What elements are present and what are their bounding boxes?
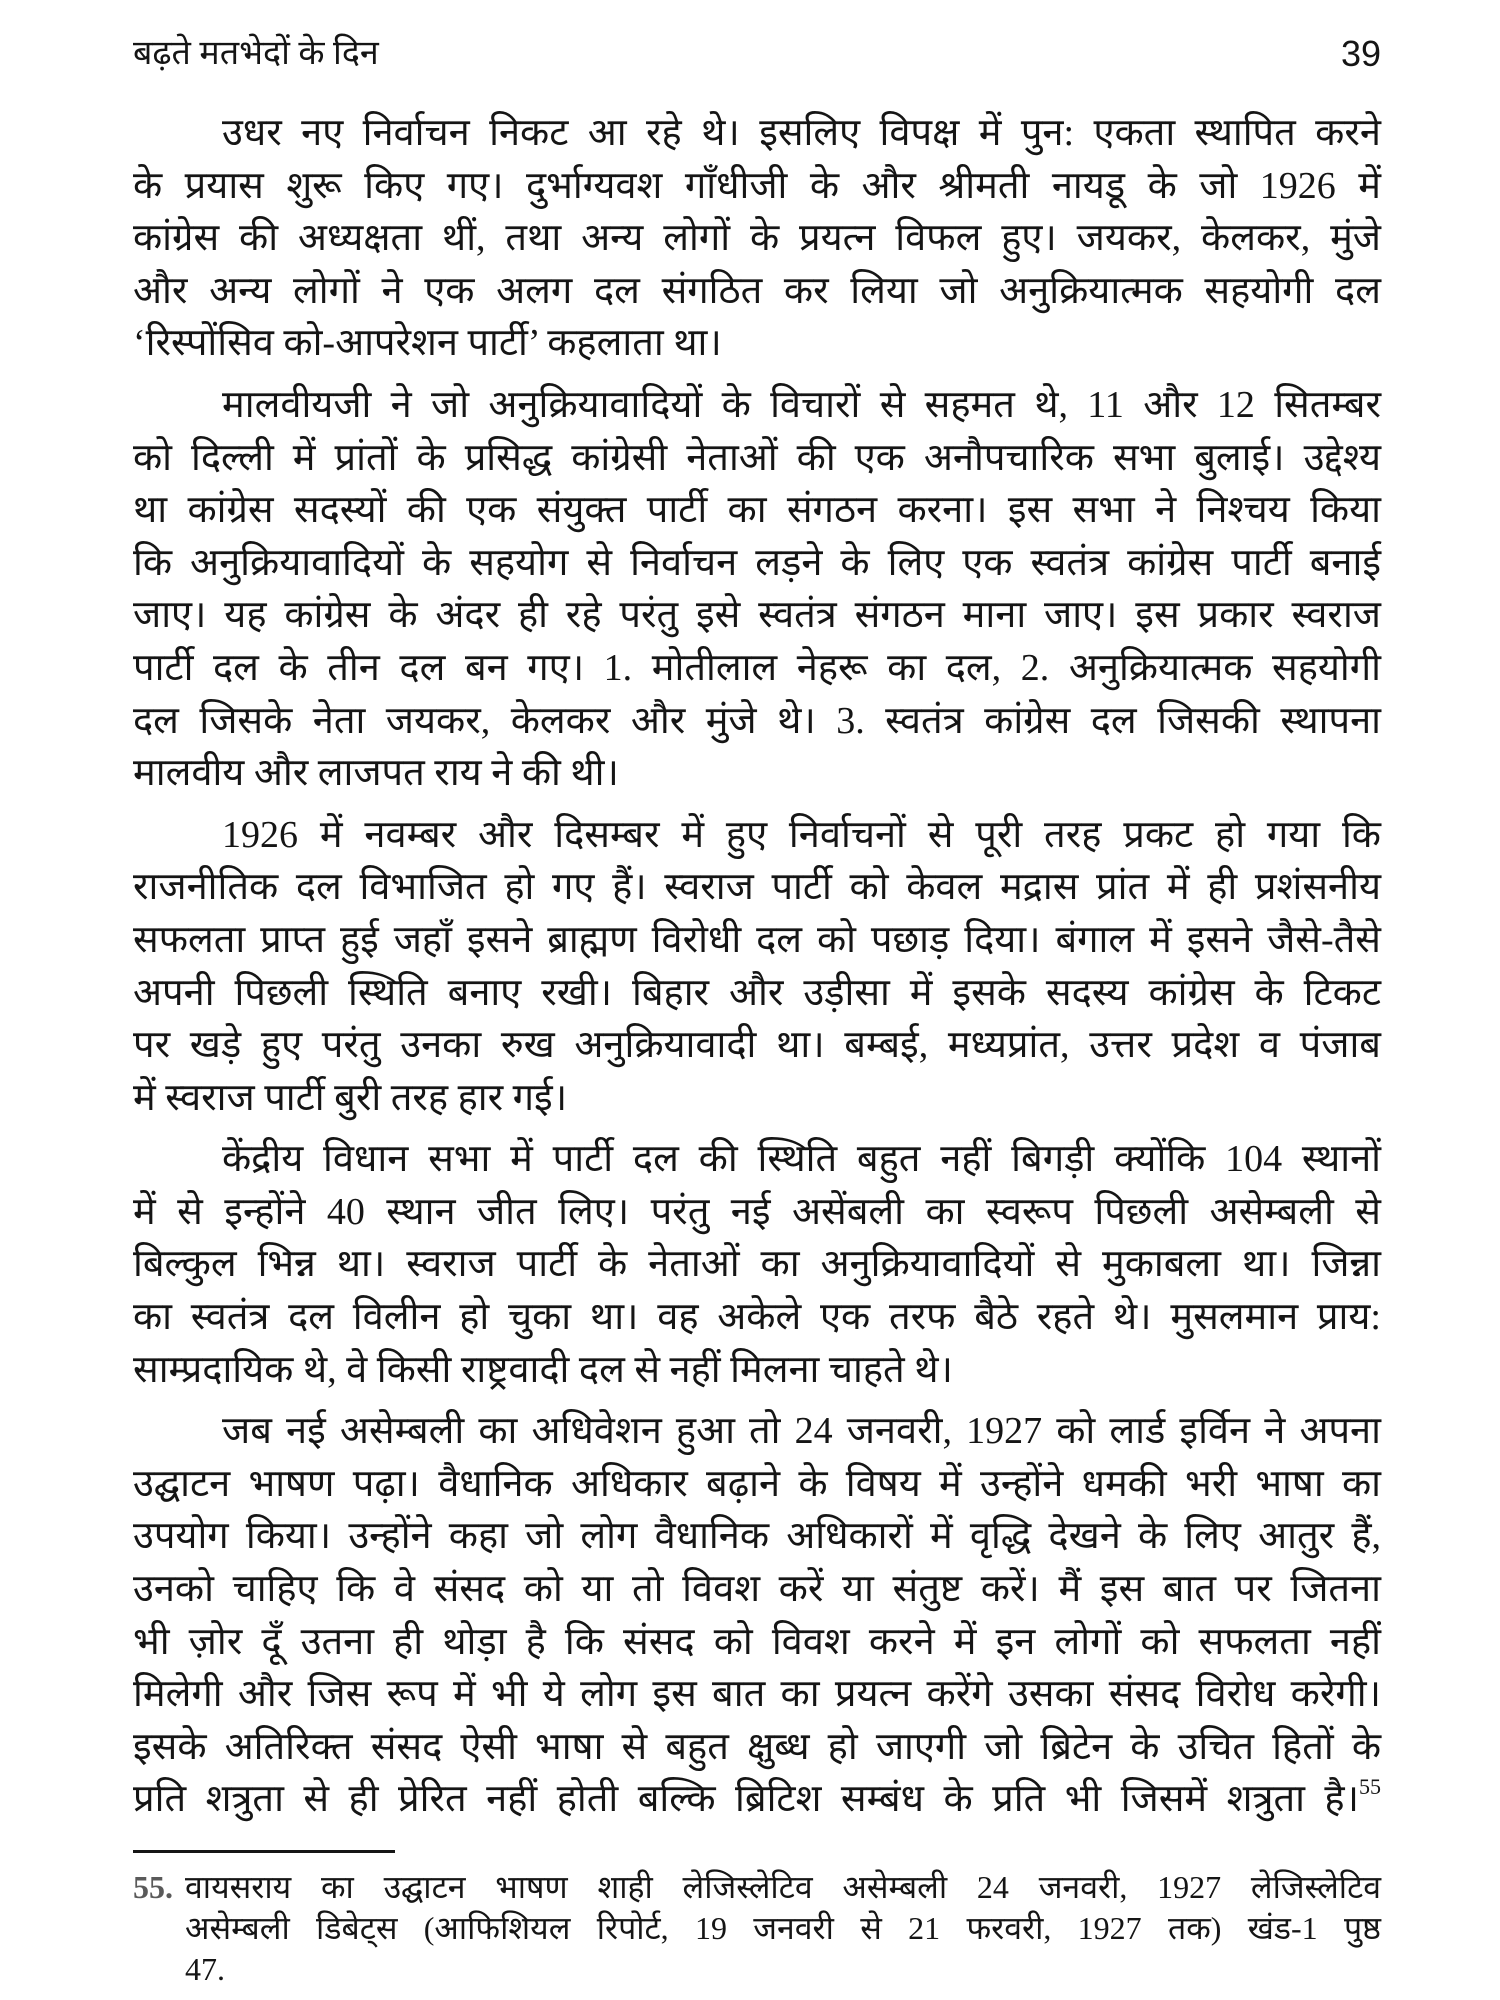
- footnote-line: असेम्बली डिबेट्स (आफिशियल रिपोर्ट, 19 जनवरी से 21 फरवरी, 1927 तक) खंड-1 पुष्ठ: [185, 1910, 1381, 1946]
- paragraph: [133, 1405, 1381, 1826]
- text-line: सफलता प्राप्त हुई जहाँ इसने ब्राह्मण विरोधी दल को पछाड़ दिया। बंगाल में इसने जैसे-तैसे: [133, 918, 1381, 961]
- text-line: बिल्कुल भिन्न था। स्वराज पार्टी के नेताओं का अनुक्रियावादियों से मुकाबला था। जिन्ना: [133, 1243, 1381, 1286]
- text-line: दल जिसके नेता जयकर, केलकर और मुंजे थे। 3. स्वतंत्र कांग्रेस दल जिसकी स्थापना: [133, 699, 1381, 742]
- text-line: उद्घाटन भाषण पढ़ा। वैधानिक अधिकार बढ़ाने के विषय में उन्होंने धमकी भरी भाषा का: [133, 1462, 1381, 1505]
- text-line: मिलेगी और जिस रूप में भी ये लोग इस बात का प्रयत्न करेंगे उसका संसद विरोध करेगी।: [133, 1673, 1381, 1716]
- text-line: और अन्य लोगों ने एक अलग दल संगठित कर लिया जो अनुक्रियात्मक सहयोगी दल: [133, 269, 1381, 312]
- chapter-title: बढ़ते मतभेदों के दिन: [133, 35, 379, 72]
- line-text: प्रति शत्रुता से ही प्रेरित नहीं होती बल्कि ब्रिटिश सम्बंध के प्रति भी जिसमें शत्रुता है।: [133, 1778, 1359, 1821]
- text-line: राजनीतिक दल विभाजित हो गए हैं। स्वराज पार्टी को केवल मद्रास प्रांत में ही प्रशंसनीय: [133, 866, 1381, 909]
- footnote-number: 55.: [133, 1869, 173, 1905]
- footnote-line: 47.: [185, 1951, 225, 1987]
- text-line: उनको चाहिए कि वे संसद को या तो विवश करें या संतुष्ट करें। मैं इस बात पर जितना: [133, 1568, 1381, 1611]
- text-line: उपयोग किया। उन्होंने कहा जो लोग वैधानिक अधिकारों में वृद्धि देखने के लिए आतुर हैं,: [133, 1515, 1381, 1558]
- text-line: साम्प्रदायिक थे, वे किसी राष्ट्रवादी दल से नहीं मिलना चाहते थे।: [133, 1348, 953, 1391]
- footnote-reference: 55: [1359, 1773, 1381, 1799]
- text-line: ‘रिस्पोंसिव को-आपरेशन पार्टी’ कहलाता था।: [133, 322, 722, 365]
- text-line: का स्वतंत्र दल विलीन हो चुका था। वह अकेले एक तरफ बैठे रहते थे। मुसलमान प्राय:: [133, 1296, 1381, 1339]
- page-number: 39: [1340, 33, 1381, 74]
- text-line: में स्वराज पार्टी बुरी तरह हार गई।: [133, 1076, 568, 1119]
- text-line-with-note: [133, 1773, 1381, 1826]
- text-line: के प्रयास शुरू किए गए। दुर्भाग्यवश गाँधीजी के और श्रीमती नायडू के जो 1926 में: [133, 164, 1381, 207]
- paragraph: [133, 809, 1381, 1125]
- footnote-separator: [133, 1850, 395, 1853]
- footnote: [133, 1867, 1381, 1990]
- text-line: पर खड़े हुए परंतु उनका रुख अनुक्रियावादी था। बम्बई, मध्यप्रांत, उत्तर प्रदेश व पंजाब: [133, 1024, 1381, 1067]
- paragraph: [133, 379, 1381, 800]
- text-line: मालवीय और लाजपत राय ने की थी।: [133, 752, 619, 795]
- paragraph: [133, 107, 1381, 370]
- text-line: 1926 में नवम्बर और दिसम्बर में हुए निर्वाचनों से पूरी तरह प्रकट हो गया कि: [222, 813, 1381, 856]
- footnote-line: वायसराय का उद्घाटन भाषण शाही लेजिस्लेटिव असेम्बली 24 जनवरी, 1927 लेजिस्लेटिव: [185, 1869, 1381, 1905]
- text-line: कांग्रेस की अध्यक्षता थीं, तथा अन्य लोगों के प्रयत्न विफल हुए। जयकर, केलकर, मुंजे: [133, 217, 1381, 260]
- text-line: अपनी पिछली स्थिति बनाए रखी। बिहार और उड़ीसा में इसके सदस्य कांग्रेस के टिकट: [133, 971, 1381, 1014]
- text-line: भी ज़ोर दूँ उतना ही थोड़ा है कि संसद को विवश करने में इन लोगों को सफलता नहीं: [133, 1620, 1381, 1663]
- running-head: [133, 28, 1381, 80]
- text-line: था कांग्रेस सदस्यों की एक संयुक्त पार्टी का संगठन करना। इस सभा ने निश्चय किया: [133, 489, 1381, 532]
- text-line: को दिल्ली में प्रांतों के प्रसिद्ध कांग्रेसी नेताओं की एक अनौपचारिक सभा बुलाई। उद्देश्य: [133, 436, 1381, 479]
- text-line: में से इन्होंने 40 स्थान जीत लिए। परंतु नई असेंबली का स्वरूप पिछली असेम्बली से: [133, 1190, 1381, 1233]
- text-line: मालवीयजी ने जो अनुक्रियावादियों के विचारों से सहमत थे, 11 और 12 सितम्बर: [222, 383, 1381, 426]
- text-line: केंद्रीय विधान सभा में पार्टी दल की स्थिति बहुत नहीं बिगड़ी क्योंकि 104 स्थानों: [222, 1138, 1381, 1181]
- paragraph: [133, 1133, 1381, 1396]
- body-text: [133, 107, 1381, 1826]
- text-line: पार्टी दल के तीन दल बन गए। 1. मोतीलाल नेहरू का दल, 2. अनुक्रियात्मक सहयोगी: [133, 646, 1381, 689]
- text-line: जब नई असेम्बली का अधिवेशन हुआ तो 24 जनवरी, 1927 को लार्ड इर्विन ने अपना: [222, 1410, 1381, 1453]
- text-line: जाए। यह कांग्रेस के अंदर ही रहे परंतु इसे स्वतंत्र संगठन माना जाए। इस प्रकार स्वराज: [133, 594, 1381, 637]
- text-line: इसके अतिरिक्त संसद ऐसी भाषा से बहुत क्षुब्ध हो जाएगी जो ब्रिटेन के उचित हितों के: [133, 1725, 1381, 1768]
- footnote-text: [185, 1867, 1381, 1990]
- text-line: उधर नए निर्वाचन निकट आ रहे थे। इसलिए विपक्ष में पुन: एकता स्थापित करने: [222, 112, 1381, 154]
- text-line: कि अनुक्रियावादियों के सहयोग से निर्वाचन लड़ने के लिए एक स्वतंत्र कांग्रेस पार्टी बनाई: [133, 541, 1381, 584]
